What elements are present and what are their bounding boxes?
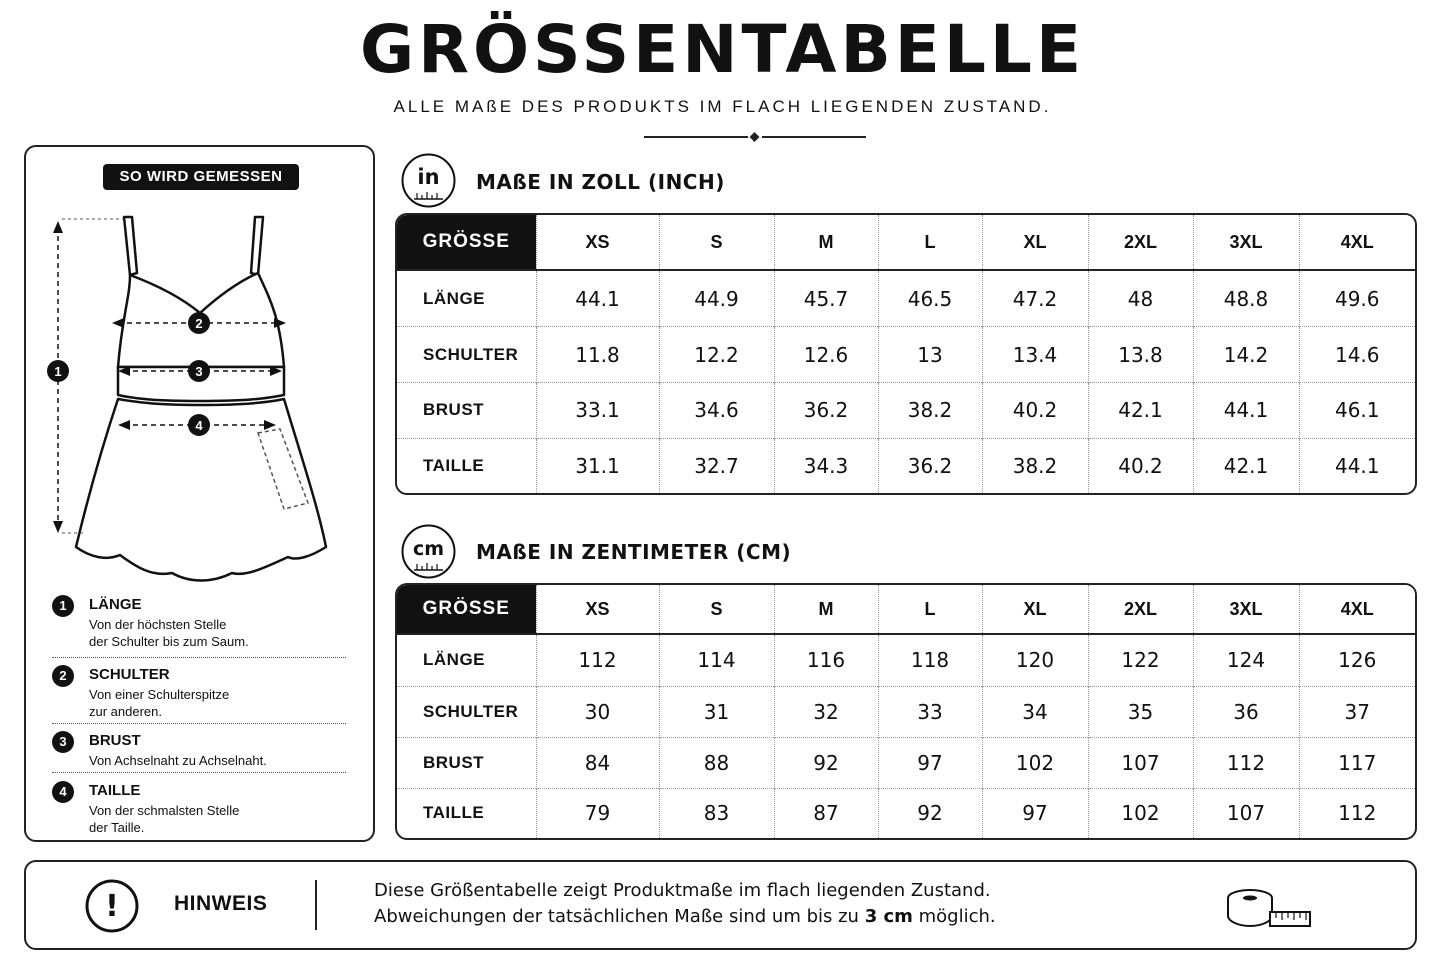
row-label: SCHULTER <box>397 686 536 737</box>
table-cell: 122 <box>1088 634 1193 686</box>
table-row-shoulder <box>397 686 1415 737</box>
table-cell: 14.2 <box>1193 327 1299 383</box>
table-cell: 42.1 <box>1193 438 1299 493</box>
table-cell: 33.1 <box>536 383 659 439</box>
table-cell: 92 <box>878 788 982 838</box>
table-cell: 44.1 <box>1193 383 1299 439</box>
legend-number: 4 <box>52 781 74 803</box>
table-cell: 12.6 <box>774 327 878 383</box>
table-cell: 36.2 <box>878 438 982 493</box>
legend-separator <box>52 772 346 773</box>
inch-section-title: MAßE IN ZOLL (INCH) <box>476 170 725 194</box>
legend-description: Von einer Schulterspitze zur anderen. <box>89 687 230 719</box>
table-cell: 102 <box>982 737 1088 788</box>
table-cell: 36 <box>1193 686 1299 737</box>
size-col-header: XS <box>536 585 659 634</box>
legend-separator <box>52 723 346 724</box>
svg-text:cm: cm <box>412 538 445 560</box>
note-box <box>24 860 1417 950</box>
table-cell: 87 <box>774 788 878 838</box>
table-cell: 34 <box>982 686 1088 737</box>
size-col-header: 4XL <box>1299 585 1415 634</box>
table-cell: 13.4 <box>982 327 1088 383</box>
table-cell: 44.1 <box>1299 438 1415 493</box>
table-cell: 38.2 <box>982 438 1088 493</box>
table-cell: 112 <box>536 634 659 686</box>
table-row-length <box>397 270 1415 327</box>
table-cell: 92 <box>774 737 878 788</box>
svg-text:in: in <box>417 165 440 189</box>
legend-description: Von der höchsten Stelle der Schulter bis zum Saum. <box>89 617 249 649</box>
table-cell: 102 <box>1088 788 1193 838</box>
size-col-header: S <box>659 585 774 634</box>
note-line-1: Diese Größentabelle zeigt Produktmaße im flach liegenden Zustand. <box>374 880 991 901</box>
table-cell: 47.2 <box>982 270 1088 327</box>
table-row-shoulder <box>397 327 1415 383</box>
table-cell: 120 <box>982 634 1088 686</box>
svg-text:4: 4 <box>195 418 203 433</box>
marker-bust <box>188 360 210 382</box>
table-cell: 34.6 <box>659 383 774 439</box>
table-cell: 97 <box>878 737 982 788</box>
table-cell: 116 <box>774 634 878 686</box>
table-cell: 11.8 <box>536 327 659 383</box>
svg-text:2: 2 <box>195 316 203 331</box>
legend-number: 3 <box>52 731 74 753</box>
table-row-bust <box>397 383 1415 439</box>
size-col-header: L <box>878 585 982 634</box>
cm-ruler-icon <box>401 524 456 579</box>
table-cell: 48.8 <box>1193 270 1299 327</box>
table-cell: 13 <box>878 327 982 383</box>
table-cell: 48 <box>1088 270 1193 327</box>
divider-ornament <box>644 132 866 142</box>
marker-length <box>47 360 69 382</box>
legend-separator <box>52 657 346 658</box>
size-header: GRÖSSE <box>397 215 536 270</box>
size-col-header: M <box>774 215 878 270</box>
size-col-header: 2XL <box>1088 585 1193 634</box>
size-col-header: XS <box>536 215 659 270</box>
table-cell: 117 <box>1299 737 1415 788</box>
page-subtitle: ALLE MAßE DES PRODUKTS IM FLACH LIEGENDEN ZUSTAND. <box>393 97 1052 116</box>
table-cell: 97 <box>982 788 1088 838</box>
legend-title: BRUST <box>89 732 141 749</box>
table-cell: 40.2 <box>1088 438 1193 493</box>
row-label: LÄNGE <box>423 288 485 308</box>
table-cell: 44.9 <box>659 270 774 327</box>
note-line-2: Abweichungen der tatsächlichen Maße sind um bis zu 3 cm möglich. <box>374 906 996 927</box>
table-cell: 40.2 <box>982 383 1088 439</box>
size-col-header: L <box>878 215 982 270</box>
page-title: GRÖSSENTABELLE <box>359 11 1086 88</box>
legend-title: LÄNGE <box>89 596 142 613</box>
inch-size-table <box>395 213 1417 495</box>
legend-description: Von der schmalsten Stelle der Taille. <box>89 803 240 835</box>
row-label: BRUST <box>397 737 536 788</box>
row-label: SCHULTER <box>397 327 536 383</box>
table-cell: 36.2 <box>774 383 878 439</box>
table-cell: 83 <box>659 788 774 838</box>
svg-text:3: 3 <box>195 364 203 379</box>
note-title: HINWEIS <box>174 892 268 915</box>
table-cell: 112 <box>1299 788 1415 838</box>
table-cell: 42.1 <box>1088 383 1193 439</box>
legend-number: 2 <box>52 665 74 687</box>
table-cell: 79 <box>536 788 659 838</box>
table-cell: 13.8 <box>1088 327 1193 383</box>
row-label: TAILLE <box>397 438 536 493</box>
table-cell: 32 <box>774 686 878 737</box>
table-cell: 118 <box>878 634 982 686</box>
svg-text:1: 1 <box>54 364 62 379</box>
table-cell: 45.7 <box>774 270 878 327</box>
table-cell: 88 <box>659 737 774 788</box>
legend-title: TAILLE <box>89 782 141 799</box>
legend-description: Von Achselnaht zu Achselnaht. <box>89 753 267 768</box>
cm-size-table <box>395 583 1417 840</box>
size-col-header: 4XL <box>1299 215 1415 270</box>
table-cell: 126 <box>1299 634 1415 686</box>
table-cell: 44.1 <box>536 270 659 327</box>
table-cell: 107 <box>1193 788 1299 838</box>
size-header: GRÖSSE <box>397 585 536 634</box>
size-col-header: XL <box>982 215 1088 270</box>
note-text <box>374 878 996 930</box>
how-to-measure-panel <box>24 145 375 842</box>
table-cell: 35 <box>1088 686 1193 737</box>
size-col-header: 3XL <box>1193 585 1299 634</box>
table-cell: 49.6 <box>1299 270 1415 327</box>
how-to-measure-badge: SO WIRD GEMESSEN <box>103 164 299 190</box>
table-row-waist <box>397 438 1415 493</box>
dress-illustration <box>26 147 377 597</box>
marker-waist <box>188 414 210 436</box>
size-col-header: 3XL <box>1193 215 1299 270</box>
exclamation-icon <box>84 878 140 934</box>
table-row-bust <box>397 737 1415 788</box>
table-cell: 31 <box>659 686 774 737</box>
size-col-header: XL <box>982 585 1088 634</box>
row-label: TAILLE <box>397 788 536 838</box>
legend-number: 1 <box>52 595 74 617</box>
table-cell: 32.7 <box>659 438 774 493</box>
table-cell: 34.3 <box>774 438 878 493</box>
size-col-header: S <box>659 215 774 270</box>
row-label: LÄNGE <box>423 650 485 670</box>
note-highlight: 3 cm <box>864 906 913 927</box>
row-label: BRUST <box>397 383 536 439</box>
table-cell: 38.2 <box>878 383 982 439</box>
table-cell: 33 <box>878 686 982 737</box>
marker-shoulder <box>188 312 210 334</box>
legend-title: SCHULTER <box>89 666 170 683</box>
cm-section-title: MAßE IN ZENTIMETER (CM) <box>476 540 792 564</box>
table-cell: 14.6 <box>1299 327 1415 383</box>
size-col-header: 2XL <box>1088 215 1193 270</box>
note-divider <box>315 880 317 930</box>
table-cell: 30 <box>536 686 659 737</box>
table-cell: 84 <box>536 737 659 788</box>
measuring-tape-icon <box>1224 886 1314 932</box>
table-cell: 107 <box>1088 737 1193 788</box>
table-row-waist <box>397 788 1415 838</box>
size-col-header: M <box>774 585 878 634</box>
table-cell: 46.5 <box>878 270 982 327</box>
table-cell: 12.2 <box>659 327 774 383</box>
table-cell: 46.1 <box>1299 383 1415 439</box>
table-cell: 114 <box>659 634 774 686</box>
table-cell: 31.1 <box>536 438 659 493</box>
inch-ruler-icon <box>401 153 456 208</box>
table-cell: 37 <box>1299 686 1415 737</box>
table-cell: 124 <box>1193 634 1299 686</box>
table-cell: 112 <box>1193 737 1299 788</box>
table-row-length <box>397 634 1415 686</box>
svg-text:!: ! <box>105 889 119 924</box>
